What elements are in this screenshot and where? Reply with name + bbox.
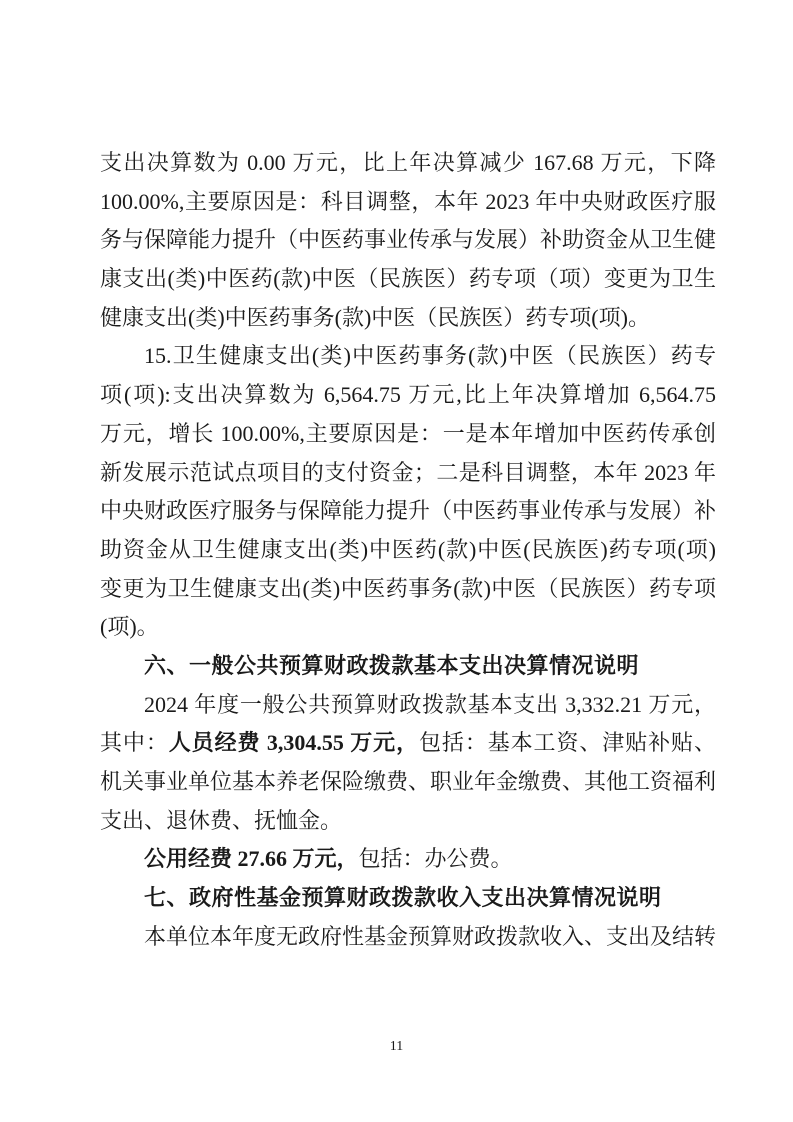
text-segment: 包括：办公费。 [358, 846, 513, 872]
bold-text-segment: 七、政府性基金预算财政拨款收入支出决算情况说明 [144, 885, 662, 911]
text-line [100, 376, 716, 415]
text-segment: 变更为卫生健康支出(类)中医药事务(款)中医（民族医）药专项 [100, 575, 716, 601]
text-line [100, 337, 716, 376]
bold-text-segment: 六、一般公共预算财政拨款基本支出决算情况说明 [144, 652, 640, 678]
bold-text-segment: 公用经费 27.66 万元， [144, 846, 359, 872]
text-line [100, 260, 716, 299]
text-line [100, 221, 716, 260]
page-number: 11 [389, 1039, 404, 1054]
text-segment: 15.卫生健康支出(类)中医药事务(款)中医（民族医）药专 [144, 343, 716, 369]
text-line [100, 415, 716, 454]
text-segment: 其中： [100, 730, 169, 756]
section-heading [100, 647, 716, 686]
text-line [100, 608, 716, 647]
text-line [100, 763, 716, 802]
text-segment: 机关事业单位基本养老保险缴费、职业年金缴费、其他工资福利 [100, 769, 717, 794]
text-segment: 万元，增长 100.00%,主要原因是：一是本年增加中医药传承创 [100, 420, 716, 446]
text-line [100, 183, 716, 222]
text-segment: 100.00%,主要原因是：科目调整，本年 2023 年中央财政医疗服 [100, 188, 716, 214]
text-line [100, 918, 716, 957]
text-segment: 项(项):支出决算数为 6,564.75 万元,比上年决算增加 6,564.75 [100, 382, 716, 408]
text-line [100, 840, 716, 879]
text-segment: 新发展示范试点项目的支付资金；二是科目调整，本年 2023 年 [100, 459, 716, 485]
text-segment: 务与保障能力提升（中医药事业传承与发展）补助资金从卫生健 [100, 227, 717, 253]
text-line [100, 570, 716, 609]
text-segment: 2024 年度一般公共预算财政拨款基本支出 3,332.21 万元， [144, 691, 716, 717]
section-heading [100, 879, 716, 918]
text-segment: 健康支出(类)中医药事务(款)中医（民族医）药专项(项)。 [100, 304, 650, 330]
text-line [100, 492, 716, 531]
text-segment: 中央财政医疗服务与保障能力提升（中医药事业传承与发展）补 [100, 498, 717, 524]
document-body [100, 144, 716, 956]
text-segment: 助资金从卫生健康支出(类)中医药(款)中医(民族医)药专项(项) [100, 536, 716, 562]
text-line [100, 802, 716, 841]
text-segment: 康支出(类)中医药(款)中医（民族医）药专项（项）变更为卫生 [100, 266, 716, 292]
text-line [100, 144, 716, 183]
text-line [100, 686, 716, 725]
text-line [100, 299, 716, 338]
text-segment: (项)。 [100, 614, 159, 640]
text-segment: 包括：基本工资、津贴补贴、 [418, 730, 716, 756]
text-line [100, 531, 716, 570]
text-segment: 支出、退休费、抚恤金。 [100, 807, 343, 833]
text-line [100, 724, 716, 763]
text-segment: 支出决算数为 0.00 万元，比上年决算减少 167.68 万元，下降 [100, 150, 716, 175]
text-segment: 本单位本年度无政府性基金预算财政拨款收入、支出及结转 [144, 923, 717, 949]
bold-text-segment: 人员经费 3,304.55 万元， [168, 730, 419, 756]
text-line [100, 454, 716, 493]
